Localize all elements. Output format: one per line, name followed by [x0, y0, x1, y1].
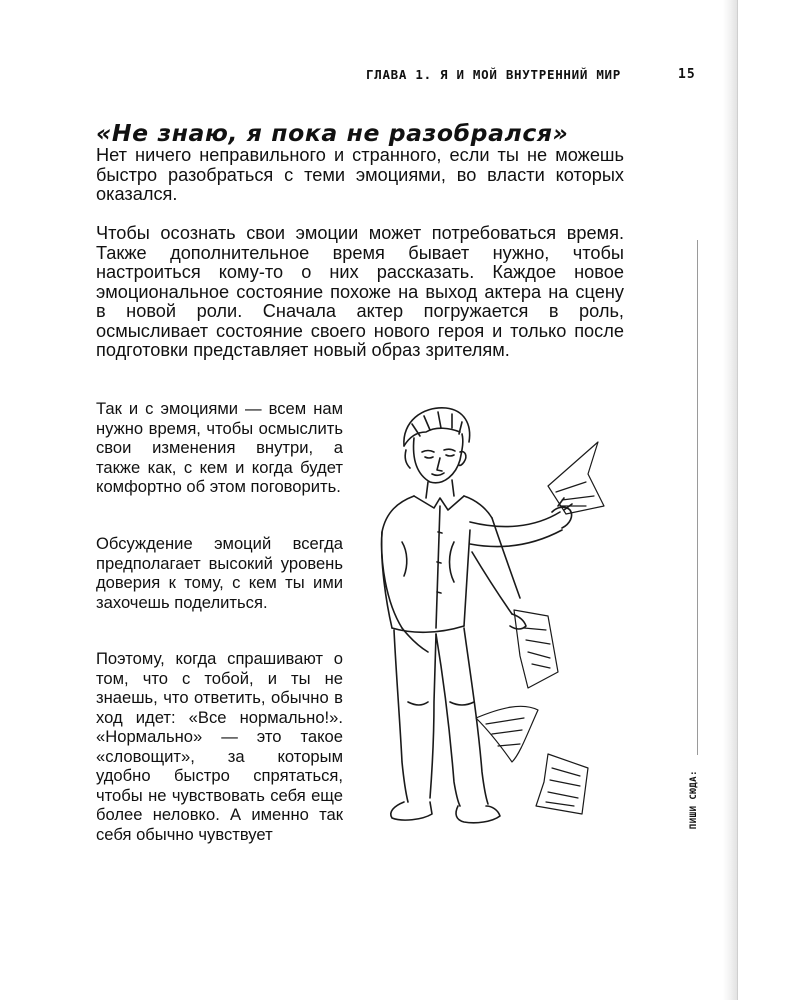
page-number: 15	[678, 67, 696, 82]
page-edge	[723, 0, 737, 1000]
paragraph-intro: Нет ничего неправильного и странного, если ты не можешь быстро разобраться с теми эмоциями, во власти которых оказался.	[96, 145, 624, 204]
person-with-papers-illustration	[352, 402, 624, 842]
paragraph-actor: Чтобы осознать свои эмоции может потребоваться время. Также дополнительное время бывает нужно, чтобы настроиться кому-то о них рассказать. Каждое новое эмоциональное состояние похоже на выход актера на сцену в новой роли. Сначала актер погружается в роль, осмысливает состояние своего нового героя и только после подготовки представляет новый образ зрителям.	[96, 223, 624, 360]
running-head: ГЛАВА 1. Я И МОЙ ВНУТРЕННИЙ МИР	[366, 67, 621, 82]
trousers	[394, 628, 488, 806]
paragraph-shield-word: Поэтому, когда спрашивают о том, что с тобой, и ты не знаешь, что ответить, обычно в ход идет: «Все нормально!». «Нормально» — это такое «словощит», за которым удобно быстро спрятаться, чтобы не чувствовать себя еще более неловко. А именно так себя обычно чувствует	[96, 649, 343, 844]
paragraph-time: Так и с эмоциями — всем нам нужно время, чтобы осмыслить свои изменения внутри, а также как, с кем и когда будет комфортно об этом поговорить.	[96, 399, 343, 496]
notes-label: ПИШИ СЮДА:	[689, 770, 699, 830]
paragraph-trust: Обсуждение эмоций всегда предполагает высокий уровень доверия к тому, с кем ты ими захочешь поделиться.	[96, 534, 343, 612]
shirt	[382, 496, 492, 632]
left-arm-lowered	[382, 518, 526, 652]
right-arm-raised	[470, 498, 572, 547]
section-heading: «Не знаю, я пока не разобрался»	[96, 119, 569, 147]
page-edge-line	[737, 0, 738, 1000]
neck-collar	[414, 480, 464, 510]
paper-sheets	[476, 442, 604, 814]
face	[414, 434, 466, 483]
notes-rule	[697, 240, 698, 755]
shoes	[391, 802, 500, 823]
